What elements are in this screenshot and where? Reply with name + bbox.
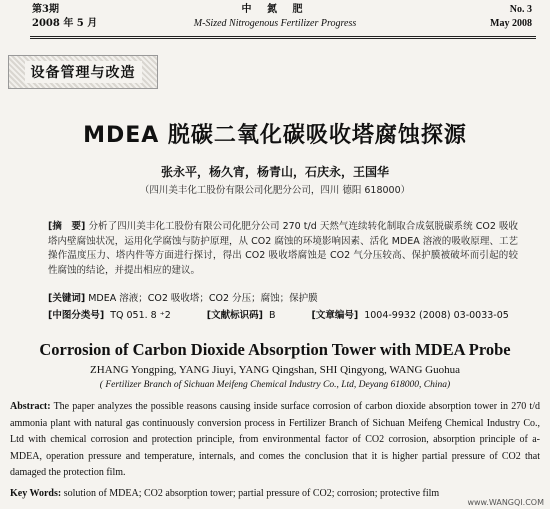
journal-name-en: M-Sized Nitrogenous Fertilizer Progress (193, 18, 357, 29)
abstract-en (10, 399, 540, 482)
journal-name-cn: 中 氮 肥 (241, 4, 309, 15)
keywords-en (10, 488, 545, 499)
keywords-en-label: Key Words: (10, 488, 62, 499)
issue-en: No. 3 (509, 4, 532, 15)
keywords-cn-label: [关键词] (48, 293, 86, 304)
keywords-en-text: solution of MDEA; CO2 absorption tower; partial pressure of CO2; corrosion; protective film (63, 488, 440, 499)
article-no-label: [文章编号] (311, 310, 359, 321)
abstract-cn (48, 220, 518, 278)
date-en: May 2008 (490, 18, 532, 29)
header-rule (30, 36, 536, 37)
authors-cn: 张永平，杨久宵，杨青山，石庆永，王国华 (160, 165, 389, 179)
doc-code-value: B (268, 310, 276, 321)
abstract-cn-text: 分析了四川美丰化工股份有限公司化肥分公司 270 t/d 天然气连续转化制取合成氨脱碳系统 CO2 吸收塔内壁腐蚀状况，运用化学腐蚀与防护原理，从 CO2 腐蚀的环境影响因素、活化 MDEA 溶液的吸收原理、工艺操作温度压力、塔内件等方面进行探讨，得出 CO2 吸收塔腐蚀是 CO2 气分压较高、保护膜被破坏而引起的较性腐蚀的结论，并提出相应的建议。 (48, 221, 519, 276)
classification-line (48, 307, 528, 321)
keywords-cn-text: MDEA 溶液；CO2 吸收塔；CO2 分压；腐蚀；保护膜 (88, 293, 318, 304)
date-cn: 2008 年 5 月 (32, 18, 98, 29)
issue-cn: 第3期 (32, 4, 59, 15)
abstract-en-label: Abstract: (10, 401, 51, 412)
header-center (0, 3, 550, 31)
section-tag (8, 55, 158, 89)
abstract-en-text: The paper analyzes the possible reasons causing inside surface corrosion of carbon dioxide absorption tower in 270 t/d ammonia plant with natural gas continuously conversion process in Fertilizer Branch of Sichuan Meifeng Chemical Industry Co., Ltd with chemical corrosion and protection principle, from environmental factor of CO2 corrosion, absorption principle of a-MDEA, operation pressure and temperature, internals, and comes the conclusion that it is higher partial pressure of CO2 that damaged the protection film. (10, 401, 540, 479)
article-no-value: 1004-9932 (2008) 03-0033-05 (364, 310, 509, 321)
header-rule-2 (30, 38, 536, 39)
article-title-en: Corrosion of Carbon Dioxide Absorption Tower with MDEA Probe (39, 340, 511, 359)
section-tag-label: 设备管理与改造 (25, 61, 142, 83)
article-title-cn: MDEA 脱碳二氧化碳吸收塔腐蚀探源 (83, 123, 467, 148)
affiliation-cn: （四川美丰化工股份有限公司化肥分公司，四川 德阳 618000） (139, 185, 411, 196)
keywords-cn (48, 290, 518, 304)
doc-code-label: [文献标识码] (206, 310, 263, 321)
abstract-cn-label: [摘 要] (48, 221, 86, 232)
watermark: www.WANGQI.COM (467, 498, 544, 507)
header-right (490, 3, 532, 31)
authors-en: ZHANG Yongping, YANG Jiuyi, YANG Qingshan, SHI Qingyong, WANG Guohua (90, 364, 460, 376)
clc-label: [中图分类号] (48, 310, 105, 321)
affiliation-en: ( Fertilizer Branch of Sichuan Meifeng Chemical Industry Co., Ltd, Deyang 618000, China) (99, 380, 451, 390)
clc-value: TQ 051. 8 ⁺2 (110, 310, 171, 321)
